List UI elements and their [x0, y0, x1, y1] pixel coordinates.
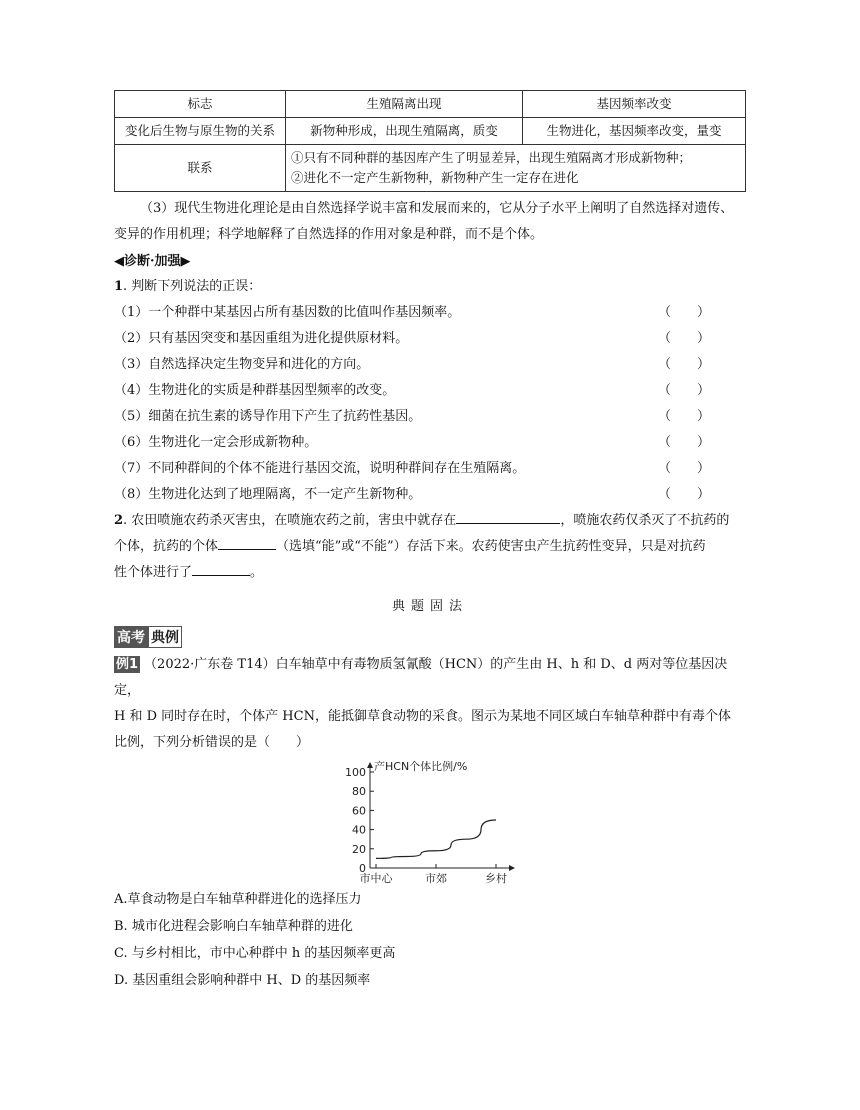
item-text: （2）只有基因突变和基因重组为进化提供原材料。 [114, 331, 409, 346]
item-text: （7）不同种群间的个体不能进行基因交流，说明种群间存在生殖隔离。 [114, 461, 526, 476]
item-text: （3）自然选择决定生物变异和进化的方向。 [114, 357, 370, 372]
answer-bracket[interactable]: （ ） [657, 305, 710, 320]
badge-part: 高考 [114, 626, 148, 648]
paragraph: （3）现代生物进化理论是由自然选择学说丰富和发展而来的，它从分子水平上阐明了自然选择对遗传、变异的作用机理；科学地解释了自然选择的作用对象是种群，而不是个体。 [114, 201, 734, 242]
table-cell: 新物种形成，出现生殖隔离，质变 [286, 118, 523, 145]
question-number: 2 [114, 513, 124, 528]
option-c[interactable]: C. 与乡村相比，市中心种群中 h 的基因频率更高 [114, 946, 396, 961]
x-tick-label: 乡村 [485, 872, 507, 885]
table-row [115, 145, 746, 192]
link-line: ①只有不同种群的基因库产生了明显差异，出现生殖隔离才形成新物种； [291, 150, 692, 165]
answer-bracket[interactable]: （ ） [657, 331, 710, 346]
question-1-title [114, 274, 746, 300]
table-cell: 生物进化，基因频率改变，量变 [523, 118, 746, 145]
example-line: 比例，下列分析错误的是（ ） [114, 735, 310, 750]
comparison-table [114, 90, 746, 192]
list-item [114, 430, 746, 456]
series-line [376, 820, 496, 858]
x-tick-label: 市郊 [425, 872, 447, 885]
judgement-list [114, 300, 746, 508]
table-cell: 标志 [115, 91, 286, 118]
option-d[interactable]: D. 基因重组会影响种群中 H、D 的基因频率 [114, 973, 371, 988]
answer-bracket[interactable]: （ ） [657, 461, 710, 476]
x-axis-arrow [509, 865, 515, 871]
answer-bracket[interactable]: （ ） [657, 435, 710, 450]
badge-part: 典例 [148, 626, 182, 648]
table-cell: 生殖隔离出现 [286, 91, 523, 118]
answer-bracket[interactable]: （ ） [657, 357, 710, 372]
link-line: ②进化不一定产生新物种，新物种产生一定存在进化 [291, 170, 579, 185]
question-text: 性个体进行了 [114, 565, 193, 580]
question-text: . 判断下列说法的正误： [123, 279, 262, 294]
section-title: 典题固法 [391, 599, 468, 614]
list-item [114, 404, 746, 430]
item-text: （6）生物进化一定会形成新物种。 [114, 435, 318, 450]
list-item [114, 352, 746, 378]
y-axis-arrow [367, 762, 373, 768]
question-2-line [114, 560, 746, 586]
y-tick-label: 60 [352, 804, 366, 818]
hcn-line-chart [114, 756, 746, 886]
table-row [115, 118, 746, 145]
list-item [114, 326, 746, 352]
example-label: 例1 [116, 657, 139, 672]
question-2 [114, 508, 746, 534]
chart-container [114, 756, 746, 886]
y-tick-label: 100 [345, 766, 366, 779]
answer-bracket[interactable]: （ ） [657, 409, 710, 424]
x-tick-label: 市中心 [359, 872, 393, 885]
example-text: （2022·广东卷 T14）白车轴草中有毒物质氢氰酸（HCN）的产生由 H、h 和 D、d 两对等位基因决定， [114, 657, 728, 698]
item-text: （4）生物进化的实质是种群基因型频率的改变。 [114, 383, 396, 398]
question-text: （选填“能”或“不能”）存活下来。农药使害虫产生抗药性变异，只是对抗药 [276, 539, 706, 554]
question-text: 。 [250, 565, 264, 580]
badge-row [114, 626, 746, 648]
question-text: 个体，抗药的个体 [114, 539, 219, 554]
options-list [114, 886, 746, 994]
example-line: H 和 D 同时存在时，个体产 HCN，能抵御草食动物的采食。图示为某地不同区域白车轴草种群中有毒个体 [114, 709, 731, 724]
y-tick-label: 40 [352, 823, 366, 837]
question-text: ，喷施农药仅杀灭了不抗药的 [560, 513, 730, 528]
answer-bracket[interactable]: （ ） [657, 383, 710, 398]
option-a[interactable]: A.草食动物是白车轴草种群进化的选择压力 [114, 892, 362, 907]
y-axis-label: 产HCN个体比例/% [374, 760, 468, 773]
table-cell: 联系 [115, 145, 286, 192]
item-text: （8）生物进化达到了地理隔离，不一定产生新物种。 [114, 487, 422, 502]
question-2-line [114, 534, 746, 560]
example-line [114, 652, 746, 704]
question-number: 1 [114, 279, 124, 294]
list-item [114, 482, 746, 508]
fill-blank[interactable] [456, 509, 560, 524]
page [114, 90, 746, 994]
item-text: （1）一个种群中某基因占所有基因数的比值叫作基因频率。 [114, 305, 461, 320]
table-cell: 变化后生物与原生物的关系 [115, 118, 286, 145]
fill-blank[interactable] [192, 561, 250, 576]
table-cell: 基因频率改变 [523, 91, 746, 118]
table-header-row [115, 91, 746, 118]
list-item [114, 300, 746, 326]
list-item [114, 378, 746, 404]
table-cell [286, 145, 746, 192]
gaokao-badge [114, 626, 182, 648]
y-tick-label: 80 [352, 785, 366, 799]
list-item [114, 456, 746, 482]
option-b[interactable]: B. 城市化进程会影响白车轴草种群的进化 [114, 919, 353, 934]
diagnose-heading: ◀诊断·加强▶ [114, 254, 191, 269]
item-text: （5）细菌在抗生素的诱导作用下产生了抗药性基因。 [114, 409, 422, 424]
y-tick-label: 0 [359, 862, 366, 875]
y-tick-label: 20 [352, 842, 366, 856]
answer-bracket[interactable]: （ ） [657, 487, 710, 502]
question-text: . 农田喷施农药杀灭害虫，在喷施农药之前，害虫中就存在 [123, 513, 457, 528]
fill-blank[interactable] [218, 535, 276, 550]
